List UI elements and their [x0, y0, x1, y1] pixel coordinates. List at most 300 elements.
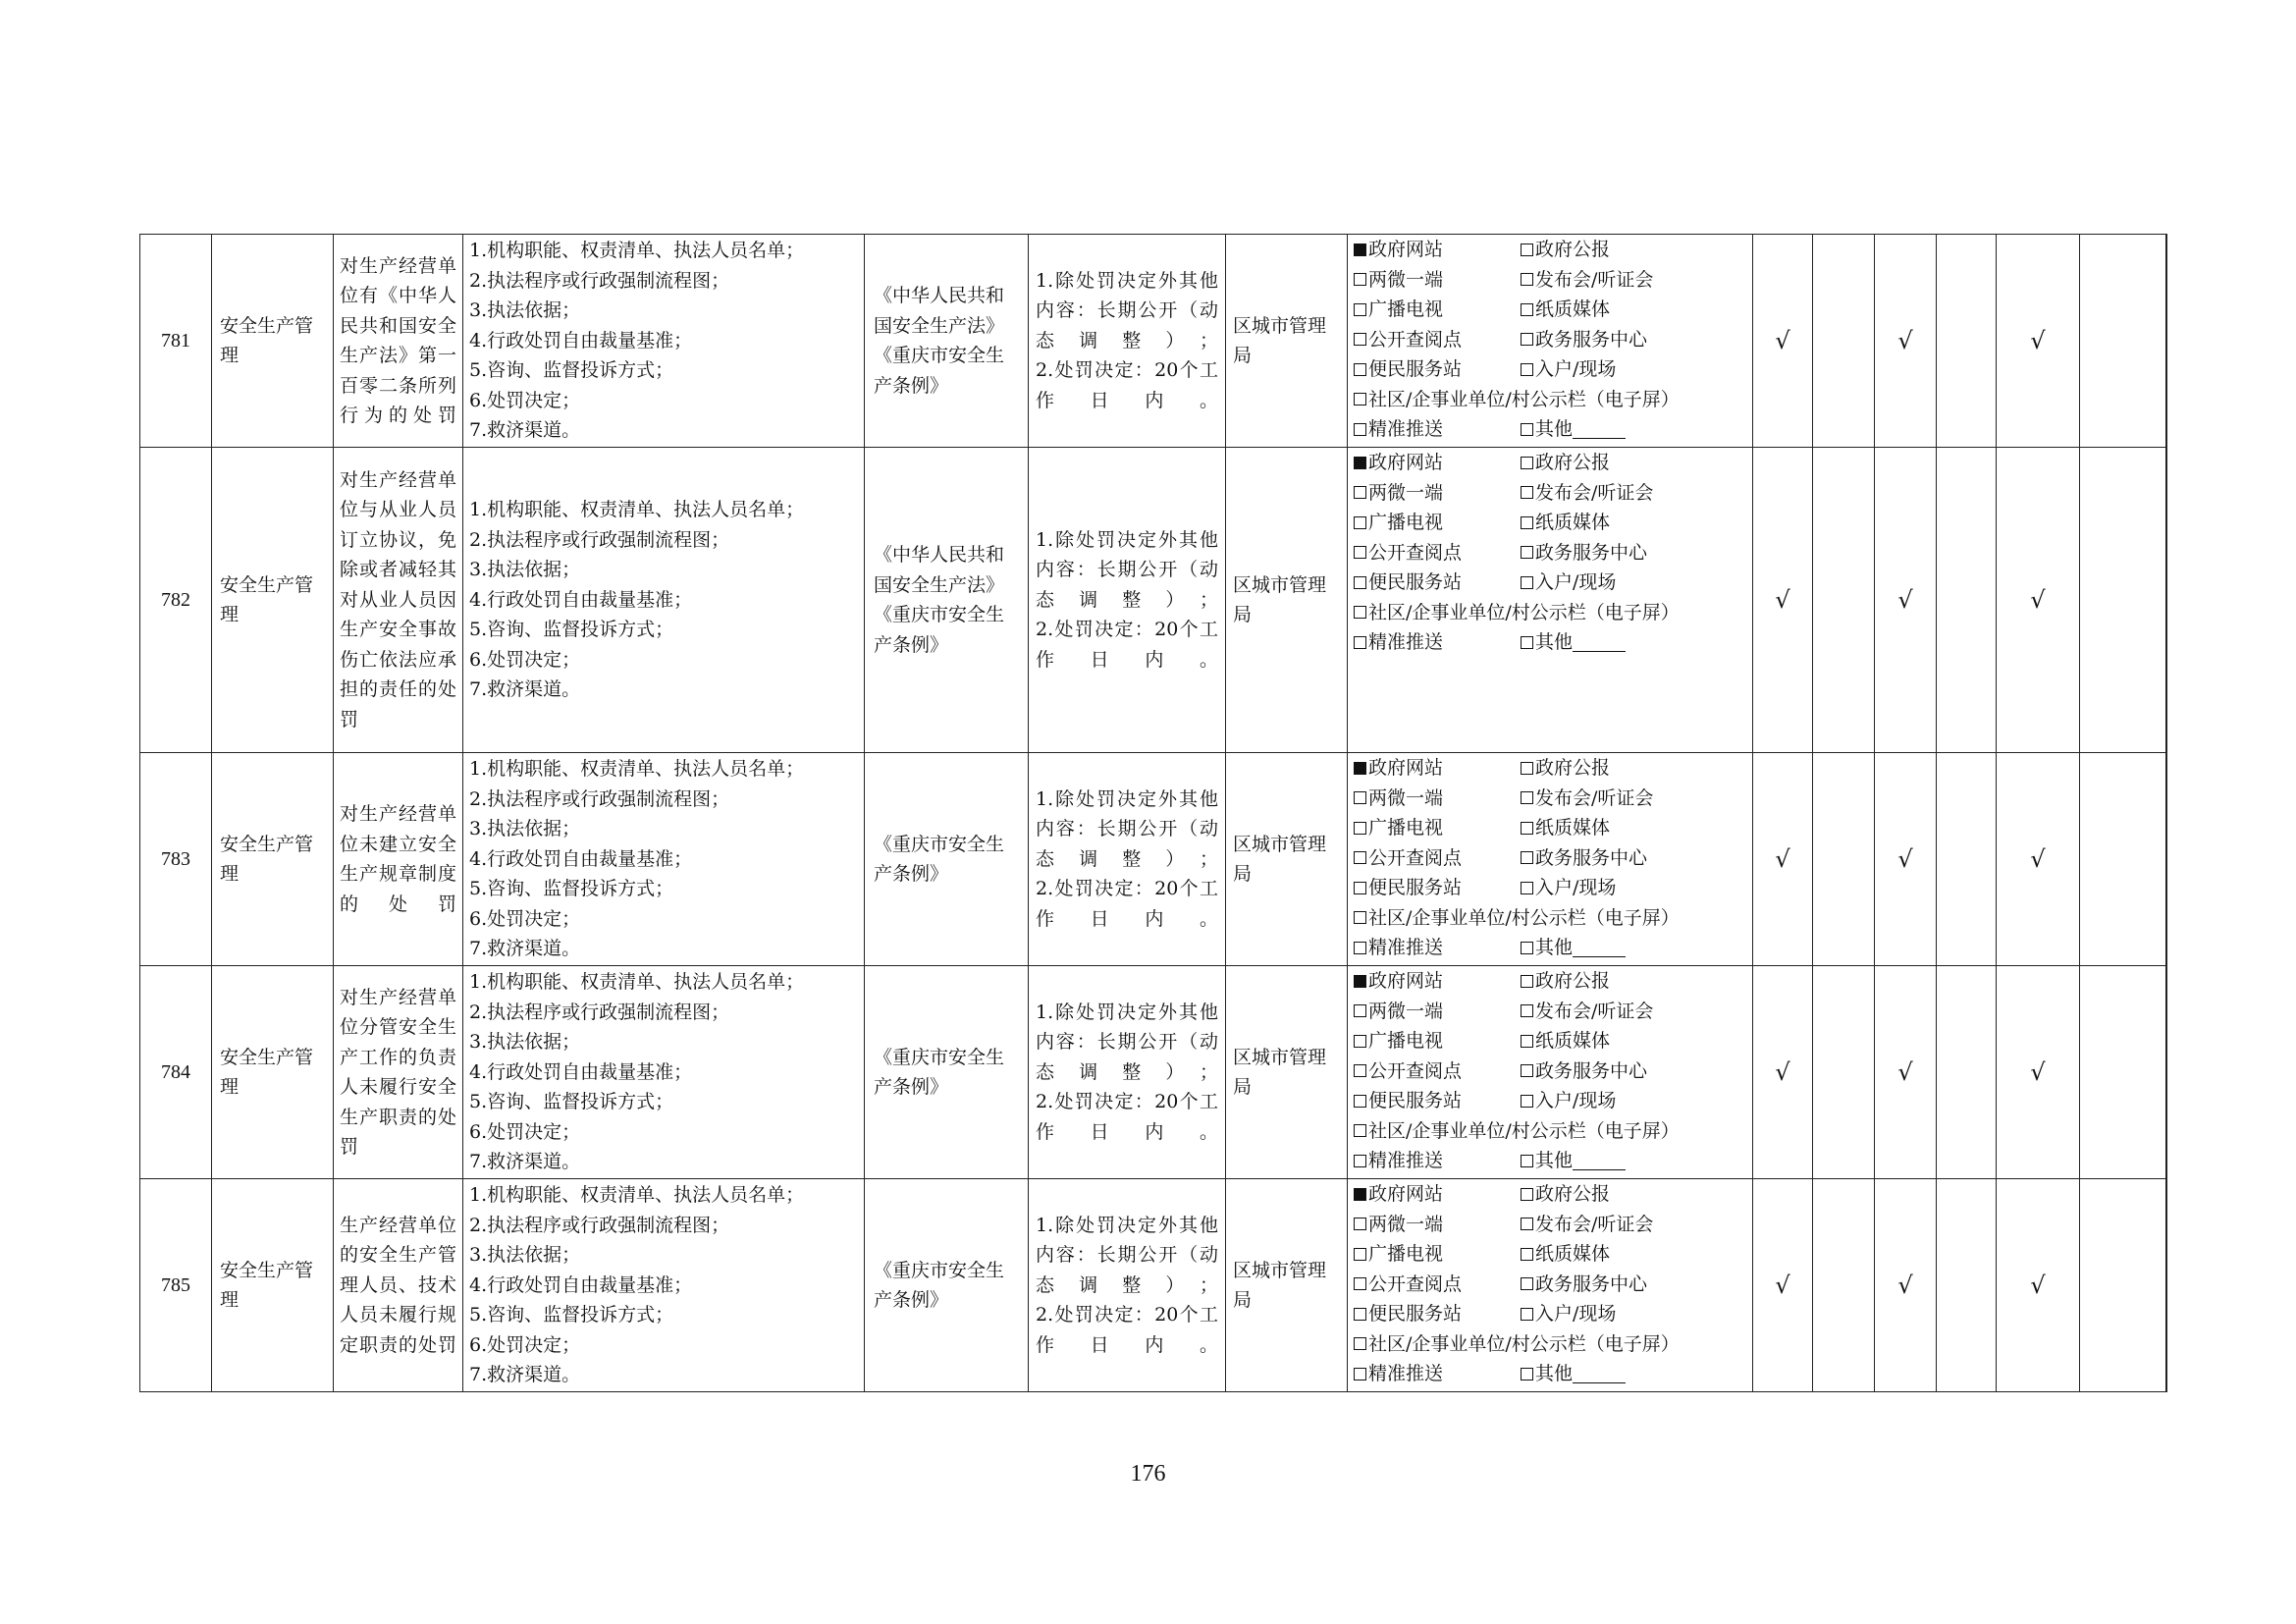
- empty-cell: [1937, 235, 1997, 448]
- checkbox-icon: [1521, 1248, 1533, 1261]
- channel-row: [1354, 1239, 1746, 1270]
- empty-cell: [2080, 966, 2166, 1179]
- channel-label: 政府网站: [1368, 1183, 1444, 1205]
- channel-option: [1521, 813, 1610, 843]
- channel-label: 政府公报: [1535, 757, 1611, 779]
- channel-label: 纸质媒体: [1535, 512, 1611, 533]
- channel-row: [1354, 1026, 1746, 1056]
- checkbox-icon: [1354, 1218, 1366, 1230]
- checkbox-icon: [1521, 851, 1533, 864]
- check-cell: √: [1997, 448, 2080, 753]
- channel-option: [1521, 1239, 1610, 1270]
- checkbox-icon: [1354, 942, 1366, 954]
- matter-cell: 对生产经营单位有《中华人民共和国安全生产法》第一百零二条所列行为的处罚: [334, 235, 463, 448]
- checkbox-icon: [1354, 882, 1366, 894]
- channel-label: 其他: [1535, 631, 1574, 653]
- channel-label: 发布会/听证会: [1535, 268, 1654, 291]
- channel-row: [1354, 568, 1746, 598]
- checkbox-icon: [1521, 1095, 1533, 1108]
- period-cell: [1029, 235, 1226, 448]
- channel-row: [1354, 933, 1746, 963]
- channel-option: [1354, 325, 1521, 355]
- channel-row: [1354, 385, 1746, 415]
- checkbox-icon: [1354, 273, 1366, 286]
- channel-row: [1354, 753, 1746, 784]
- channel-label: 公开查阅点: [1368, 541, 1463, 564]
- channel-row: [1354, 538, 1746, 568]
- content-line: 2.执法程序或行政强制流程图；: [469, 528, 730, 551]
- channel-row: [1354, 265, 1746, 296]
- empty-cell: [1813, 966, 1875, 1179]
- channel-label: 精准推送: [1368, 418, 1444, 440]
- channel-row: [1354, 1359, 1746, 1389]
- channels-cell: [1348, 235, 1753, 448]
- check-cell: √: [1875, 753, 1937, 966]
- empty-cell: [1813, 235, 1875, 448]
- basis-cell: 《重庆市安全生产条例》: [865, 1179, 1029, 1392]
- empty-cell: [2166, 966, 2167, 1179]
- row-number: 785: [140, 1179, 212, 1392]
- channel-option: [1521, 966, 1610, 997]
- checkbox-icon: [1354, 333, 1366, 346]
- channel-row: [1354, 784, 1746, 814]
- channel-label: 精准推送: [1368, 1363, 1444, 1384]
- channel-label: 入户/现场: [1535, 1090, 1617, 1111]
- blank-underline: [1573, 420, 1626, 439]
- content-line: 4.行政处罚自由裁量基准；: [469, 1060, 693, 1083]
- channel-option: [1521, 265, 1653, 296]
- checkbox-icon: [1521, 486, 1533, 499]
- category-cell: 安全生产管理: [212, 1179, 334, 1392]
- empty-cell: [2080, 448, 2166, 753]
- channel-label: 社区/企事业单位/村公示栏（电子屏）: [1368, 388, 1680, 410]
- channel-label: 广播电视: [1368, 512, 1444, 533]
- checkbox-icon: [1521, 1064, 1533, 1077]
- channel-option: [1521, 1056, 1647, 1087]
- basis-cell: 《重庆市安全生产条例》: [865, 966, 1029, 1179]
- channel-option: [1354, 1359, 1521, 1389]
- content-line: 1.机构职能、权责清单、执法人员名单；: [469, 240, 805, 262]
- channel-label: 两微一端: [1368, 786, 1444, 809]
- checkbox-icon: [1354, 516, 1366, 529]
- checkbox-icon: [1354, 457, 1366, 469]
- empty-cell: [1937, 966, 1997, 1179]
- channel-option: [1354, 1146, 1521, 1176]
- content-cell: [463, 966, 865, 1179]
- content-line: 6.处罚决定；: [469, 648, 581, 671]
- channel-row: [1354, 1179, 1746, 1210]
- channels-cell: [1348, 753, 1753, 966]
- checkbox-icon: [1354, 911, 1366, 924]
- period-cell: [1029, 448, 1226, 753]
- checkbox-icon: [1354, 303, 1366, 316]
- checkbox-icon: [1354, 975, 1366, 988]
- channel-row: [1354, 966, 1746, 997]
- table-row: [140, 753, 2167, 966]
- checkbox-icon: [1354, 363, 1366, 376]
- channel-label: 纸质媒体: [1535, 817, 1611, 839]
- empty-cell: [2166, 235, 2167, 448]
- checkbox-icon: [1354, 244, 1366, 256]
- channel-label: 精准推送: [1368, 937, 1444, 958]
- checkbox-icon: [1521, 1368, 1533, 1380]
- channel-option: [1354, 598, 1680, 628]
- checkbox-icon: [1354, 546, 1366, 559]
- channel-option: [1521, 933, 1626, 963]
- channel-option: [1354, 414, 1521, 445]
- matter-cell: 对生产经营单位未建立安全生产规章制度的处罚: [334, 753, 463, 966]
- channel-option: [1354, 1239, 1521, 1270]
- check-cell: √: [1753, 1179, 1813, 1392]
- channel-option: [1354, 1026, 1521, 1056]
- content-line: 4.行政处罚自由裁量基准；: [469, 329, 693, 352]
- channel-option: [1521, 1359, 1626, 1389]
- content-line: 7.救济渠道。: [469, 419, 581, 442]
- empty-cell: [1813, 753, 1875, 966]
- channel-label: 广播电视: [1368, 1243, 1444, 1265]
- content-line: 1.机构职能、权责清单、执法人员名单；: [469, 758, 805, 781]
- channel-label: 入户/现场: [1535, 571, 1617, 593]
- basis-cell: 《重庆市安全生产条例》: [865, 753, 1029, 966]
- checkbox-icon: [1521, 791, 1533, 804]
- channel-label: 纸质媒体: [1535, 298, 1611, 320]
- channels-cell: [1348, 448, 1753, 753]
- channel-option: [1521, 1086, 1616, 1116]
- checkbox-icon: [1521, 303, 1533, 316]
- channel-option: [1521, 414, 1626, 445]
- checkbox-icon: [1354, 1035, 1366, 1048]
- content-line: 6.处罚决定；: [469, 389, 581, 411]
- checkbox-icon: [1354, 393, 1366, 406]
- content-cell: [463, 235, 865, 448]
- empty-cell: [1937, 753, 1997, 966]
- basis-cell: 《中华人民共和国安全生产法》《重庆市安全生产条例》: [865, 448, 1029, 753]
- table-row: [140, 966, 2167, 1179]
- row-number: 782: [140, 448, 212, 753]
- channel-label: 广播电视: [1368, 1030, 1444, 1052]
- checkbox-icon: [1521, 363, 1533, 376]
- checkbox-icon: [1354, 1277, 1366, 1290]
- org-cell: 区城市管理局: [1226, 1179, 1348, 1392]
- channel-row: [1354, 1086, 1746, 1116]
- channel-option: [1521, 508, 1610, 538]
- empty-cell: [2166, 1179, 2167, 1392]
- channel-row: [1354, 843, 1746, 874]
- checkbox-icon: [1521, 576, 1533, 589]
- channel-row: [1354, 508, 1746, 538]
- channel-option: [1354, 966, 1521, 997]
- channel-row: [1354, 448, 1746, 478]
- content-line: 6.处罚决定；: [469, 907, 581, 930]
- period-line: 2.处罚决定：20个工作日内。: [1036, 619, 1218, 671]
- channel-option: [1354, 235, 1521, 265]
- period-line: 2.处罚决定：20个工作日内。: [1036, 878, 1218, 930]
- channel-option: [1354, 295, 1521, 325]
- content-line: 3.执法依据；: [469, 818, 581, 840]
- channel-label: 政府网站: [1368, 452, 1444, 473]
- matter-cell: 生产经营单位的安全生产管理人员、技术人员未履行规定职责的处罚: [334, 1179, 463, 1392]
- channel-label: 政务服务中心: [1535, 1059, 1648, 1082]
- checkbox-icon: [1354, 1308, 1366, 1321]
- checkbox-icon: [1521, 636, 1533, 649]
- content-line: 2.执法程序或行政强制流程图；: [469, 787, 730, 810]
- channel-label: 公开查阅点: [1368, 846, 1463, 869]
- channel-row: [1354, 598, 1746, 628]
- channel-row: [1354, 1056, 1746, 1087]
- content-line: 1.机构职能、权责清单、执法人员名单；: [469, 971, 805, 994]
- check-cell: √: [1753, 966, 1813, 1179]
- channel-label: 政府公报: [1535, 970, 1611, 992]
- category-cell: 安全生产管理: [212, 966, 334, 1179]
- content-cell: [463, 448, 865, 753]
- channel-label: 社区/企事业单位/村公示栏（电子屏）: [1368, 1332, 1680, 1355]
- channel-row: [1354, 478, 1746, 509]
- check-cell: √: [1875, 1179, 1937, 1392]
- channel-label: 便民服务站: [1368, 571, 1463, 593]
- checkbox-icon: [1521, 762, 1533, 775]
- channel-option: [1354, 1270, 1521, 1300]
- content-cell: [463, 1179, 865, 1392]
- channel-label: 公开查阅点: [1368, 1272, 1463, 1295]
- channel-option: [1354, 813, 1521, 843]
- channel-row: [1354, 354, 1746, 385]
- checkbox-icon: [1354, 851, 1366, 864]
- checkbox-icon: [1354, 1155, 1366, 1167]
- channel-option: [1354, 1210, 1521, 1240]
- channel-label: 政府网站: [1368, 239, 1444, 260]
- checkbox-icon: [1521, 273, 1533, 286]
- empty-cell: [2080, 1179, 2166, 1392]
- content-line: 4.行政处罚自由裁量基准；: [469, 847, 693, 870]
- channel-option: [1354, 508, 1521, 538]
- checkbox-icon: [1354, 1095, 1366, 1108]
- channel-row: [1354, 813, 1746, 843]
- content-line: 5.咨询、监督投诉方式；: [469, 1091, 674, 1113]
- channel-row: [1354, 903, 1746, 934]
- content-line: 2.执法程序或行政强制流程图；: [469, 269, 730, 292]
- content-line: 7.救济渠道。: [469, 1364, 581, 1386]
- channel-label: 政务服务中心: [1535, 846, 1648, 869]
- channel-label: 其他: [1535, 937, 1574, 958]
- channel-label: 广播电视: [1368, 298, 1444, 320]
- content-line: 2.执法程序或行政强制流程图；: [469, 1001, 730, 1023]
- checkbox-icon: [1354, 1337, 1366, 1350]
- content-line: 7.救济渠道。: [469, 1151, 581, 1173]
- channel-row: [1354, 414, 1746, 445]
- empty-cell: [1937, 448, 1997, 753]
- table-row: [140, 235, 2167, 448]
- channels-cell: [1348, 966, 1753, 1179]
- channel-label: 其他: [1535, 1363, 1574, 1384]
- blank-underline: [1573, 1365, 1626, 1383]
- channel-label: 其他: [1535, 1150, 1574, 1171]
- checkbox-icon: [1354, 1248, 1366, 1261]
- checkbox-icon: [1521, 1277, 1533, 1290]
- content-line: 3.执法依据；: [469, 1244, 581, 1267]
- empty-cell: [1813, 1179, 1875, 1392]
- channel-row: [1354, 1329, 1746, 1360]
- channel-option: [1354, 1056, 1521, 1087]
- channel-label: 两微一端: [1368, 1000, 1444, 1022]
- channel-option: [1354, 1299, 1521, 1329]
- channel-label: 发布会/听证会: [1535, 1000, 1654, 1022]
- blank-underline: [1573, 1152, 1626, 1170]
- checkbox-icon: [1521, 546, 1533, 559]
- channel-option: [1354, 478, 1521, 509]
- checkbox-icon: [1354, 1124, 1366, 1137]
- channel-label: 公开查阅点: [1368, 1059, 1463, 1082]
- checkbox-icon: [1521, 457, 1533, 469]
- channel-label: 发布会/听证会: [1535, 481, 1654, 504]
- period-line: 1.除处罚决定外其他内容：长期公开（动态调整）；: [1036, 1214, 1218, 1296]
- page-number: 176: [1130, 1461, 1166, 1487]
- channel-option: [1521, 1179, 1610, 1210]
- matter-cell: 对生产经营单位与从业人员订立协议，免除或者减轻其对从业人员因生产安全事故伤亡依法应承担的责任的处罚: [334, 448, 463, 753]
- channel-option: [1521, 538, 1647, 568]
- matter-cell: 对生产经营单位分管安全生产工作的负责人未履行安全生产职责的处罚: [334, 966, 463, 1179]
- checkbox-icon: [1521, 333, 1533, 346]
- empty-cell: [2080, 235, 2166, 448]
- checkbox-icon: [1354, 486, 1366, 499]
- period-line: 1.除处罚决定外其他内容：长期公开（动态调整）；: [1036, 269, 1218, 352]
- checkbox-icon: [1521, 1218, 1533, 1230]
- blank-underline: [1573, 939, 1626, 957]
- channel-label: 政府网站: [1368, 970, 1444, 992]
- channel-option: [1354, 843, 1521, 874]
- channel-label: 政务服务中心: [1535, 541, 1648, 564]
- channel-option: [1521, 784, 1653, 814]
- period-line: 2.处罚决定：20个工作日内。: [1036, 1304, 1218, 1356]
- org-cell: 区城市管理局: [1226, 448, 1348, 753]
- channel-label: 入户/现场: [1535, 1303, 1617, 1325]
- content-line: 4.行政处罚自由裁量基准；: [469, 588, 693, 611]
- channel-option: [1354, 265, 1521, 296]
- channel-label: 入户/现场: [1535, 358, 1617, 380]
- check-cell: √: [1997, 235, 2080, 448]
- check-cell: √: [1753, 235, 1813, 448]
- channel-row: [1354, 295, 1746, 325]
- content-line: 3.执法依据；: [469, 1031, 581, 1054]
- check-cell: √: [1753, 753, 1813, 966]
- org-cell: 区城市管理局: [1226, 966, 1348, 1179]
- channel-option: [1521, 843, 1647, 874]
- org-cell: 区城市管理局: [1226, 753, 1348, 966]
- check-cell: √: [1997, 1179, 2080, 1392]
- empty-cell: [2080, 753, 2166, 966]
- channel-row: [1354, 1146, 1746, 1176]
- content-line: 7.救济渠道。: [469, 938, 581, 960]
- content-line: 6.处罚决定；: [469, 1333, 581, 1356]
- checkbox-icon: [1354, 576, 1366, 589]
- channel-label: 政府网站: [1368, 757, 1444, 779]
- checkbox-icon: [1354, 791, 1366, 804]
- channel-option: [1521, 235, 1610, 265]
- channel-option: [1354, 1329, 1680, 1360]
- category-cell: 安全生产管理: [212, 235, 334, 448]
- content-line: 5.咨询、监督投诉方式；: [469, 1304, 674, 1326]
- checkbox-icon: [1521, 1155, 1533, 1167]
- channel-label: 发布会/听证会: [1535, 1213, 1654, 1235]
- table-row: [140, 448, 2167, 753]
- checkbox-icon: [1521, 822, 1533, 835]
- channel-option: [1521, 997, 1653, 1027]
- period-line: 1.除处罚决定外其他内容：长期公开（动态调整）；: [1036, 787, 1218, 870]
- content-line: 3.执法依据；: [469, 299, 581, 322]
- checkbox-icon: [1521, 1188, 1533, 1201]
- channel-row: [1354, 325, 1746, 355]
- channel-label: 便民服务站: [1368, 358, 1463, 380]
- channel-label: 社区/企事业单位/村公示栏（电子屏）: [1368, 601, 1680, 623]
- checkbox-icon: [1354, 606, 1366, 619]
- channel-label: 入户/现场: [1535, 877, 1617, 898]
- channel-option: [1354, 753, 1521, 784]
- channel-option: [1354, 903, 1680, 934]
- channel-label: 其他: [1535, 418, 1574, 440]
- content-line: 3.执法依据；: [469, 559, 581, 581]
- disclosure-table: [139, 234, 2167, 1392]
- row-number: 781: [140, 235, 212, 448]
- org-cell: 区城市管理局: [1226, 235, 1348, 448]
- channel-label: 两微一端: [1368, 1213, 1444, 1235]
- channel-label: 纸质媒体: [1535, 1243, 1611, 1265]
- basis-cell: 《中华人民共和国安全生产法》《重庆市安全生产条例》: [865, 235, 1029, 448]
- channel-option: [1521, 295, 1610, 325]
- channel-row: [1354, 1270, 1746, 1300]
- channel-option: [1521, 478, 1653, 509]
- row-number: 784: [140, 966, 212, 1179]
- channel-label: 两微一端: [1368, 481, 1444, 504]
- checkbox-icon: [1354, 1064, 1366, 1077]
- channel-label: 便民服务站: [1368, 877, 1463, 898]
- channel-row: [1354, 873, 1746, 903]
- channel-option: [1354, 354, 1521, 385]
- channel-row: [1354, 1299, 1746, 1329]
- period-cell: [1029, 966, 1226, 1179]
- channel-option: [1521, 873, 1616, 903]
- check-cell: √: [1997, 753, 2080, 966]
- content-cell: [463, 753, 865, 966]
- checkbox-icon: [1521, 942, 1533, 954]
- channel-option: [1521, 753, 1610, 784]
- checkbox-icon: [1521, 516, 1533, 529]
- channel-label: 纸质媒体: [1535, 1030, 1611, 1052]
- channel-option: [1354, 1179, 1521, 1210]
- checkbox-icon: [1521, 1035, 1533, 1048]
- period-line: 2.处罚决定：20个工作日内。: [1036, 359, 1218, 411]
- category-cell: 安全生产管理: [212, 448, 334, 753]
- period-line: 1.除处罚决定外其他内容：长期公开（动态调整）；: [1036, 1001, 1218, 1083]
- channel-option: [1354, 538, 1521, 568]
- channel-option: [1521, 568, 1616, 598]
- channel-option: [1521, 1270, 1647, 1300]
- channel-label: 公开查阅点: [1368, 328, 1463, 351]
- checkbox-icon: [1354, 1188, 1366, 1201]
- channel-label: 政府公报: [1535, 1183, 1611, 1205]
- channels-cell: [1348, 1179, 1753, 1392]
- row-number: 783: [140, 753, 212, 966]
- channel-label: 精准推送: [1368, 631, 1444, 653]
- channel-option: [1354, 1086, 1521, 1116]
- empty-cell: [2166, 753, 2167, 966]
- period-cell: [1029, 753, 1226, 966]
- check-cell: √: [1875, 966, 1937, 1179]
- content-line: 4.行政处罚自由裁量基准；: [469, 1273, 693, 1296]
- channel-label: 社区/企事业单位/村公示栏（电子屏）: [1368, 906, 1680, 929]
- checkbox-icon: [1521, 1004, 1533, 1017]
- content-line: 7.救济渠道。: [469, 678, 581, 701]
- channel-label: 广播电视: [1368, 817, 1444, 839]
- channel-label: 便民服务站: [1368, 1090, 1463, 1111]
